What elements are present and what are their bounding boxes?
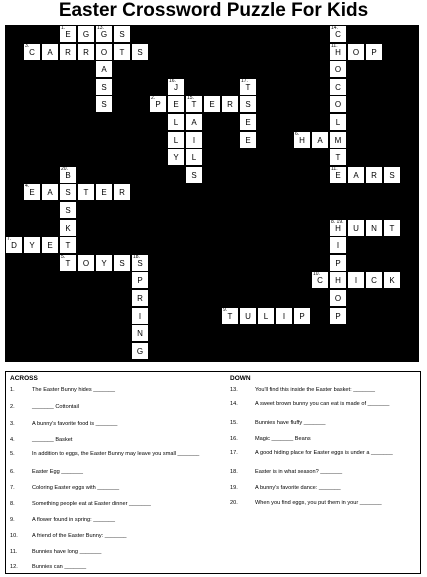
grid-cell[interactable] (23, 183, 41, 201)
cell-letter: S (191, 170, 197, 180)
cell-letter: S (137, 258, 143, 268)
cell-letter: P (371, 47, 377, 57)
crossword-grid (5, 25, 419, 362)
cell-letter: S (101, 100, 107, 110)
cell-letter: A (317, 135, 323, 145)
cell-number: 16. (169, 77, 176, 84)
cell-letter: K (389, 276, 395, 286)
cell-letter: S (119, 30, 125, 39)
cell-letter: A (47, 47, 53, 57)
grid-cell[interactable] (59, 25, 77, 43)
grid-cell[interactable] (59, 201, 77, 219)
grid-cell[interactable] (383, 271, 401, 289)
cell-number: 11. (331, 42, 338, 49)
grid-cell[interactable] (275, 307, 293, 325)
cell-letter: N (371, 223, 377, 233)
clues-panel (5, 371, 421, 574)
grid-cell[interactable] (5, 236, 23, 254)
grid-cell[interactable] (95, 183, 113, 201)
cell-letter: T (389, 223, 395, 233)
grid-cell[interactable] (239, 131, 257, 149)
grid-cell[interactable] (329, 271, 347, 289)
clue-text: A flower found in spring: _______ (32, 517, 116, 523)
grid-cell[interactable] (131, 307, 149, 325)
grid-cell[interactable] (23, 43, 41, 61)
grid-cell[interactable] (59, 236, 77, 254)
grid-cell[interactable] (95, 60, 113, 78)
cell-number: 4. (25, 183, 30, 190)
cell-letter: S (137, 47, 143, 57)
clue-text: A friend of the Easter Bunny: _______ (32, 533, 127, 539)
cell-letter: S (65, 188, 71, 198)
cell-number: 3. (25, 42, 30, 49)
grid-cell[interactable] (167, 148, 185, 166)
cell-letter: T (65, 258, 71, 268)
grid-cell[interactable] (203, 95, 221, 113)
clue-number: 14. (230, 401, 238, 407)
cell-letter: B (65, 170, 71, 180)
grid-cell[interactable] (239, 95, 257, 113)
grid-cell[interactable] (77, 254, 95, 272)
clue-number: 18. (230, 469, 238, 475)
grid-cell[interactable] (185, 148, 203, 166)
cell-letter: S (65, 206, 71, 215)
cell-letter: E (245, 135, 251, 145)
cell-letter: U (353, 223, 359, 233)
cell-letter: P (299, 311, 305, 321)
clue-text: Something people eat at Easter dinner _______ (32, 501, 151, 507)
grid-cell[interactable] (113, 183, 131, 201)
clue-text: A sweet brown bunny you can eat is made of _______ (255, 401, 390, 407)
grid-cell[interactable] (59, 43, 77, 61)
grid-cell[interactable] (365, 271, 383, 289)
cell-letter: T (335, 153, 341, 163)
grid-cell[interactable] (365, 166, 383, 184)
grid-cell[interactable] (59, 183, 77, 201)
cell-letter: T (65, 241, 71, 251)
grid-cell[interactable] (41, 236, 59, 254)
cell-letter: G (136, 346, 144, 356)
clue-number: 19. (230, 485, 238, 491)
cell-number: 15. (187, 95, 194, 102)
clue-number: 6. (10, 469, 15, 475)
across-clue (10, 468, 210, 477)
grid-cell[interactable] (329, 60, 347, 78)
cell-letter: E (335, 170, 341, 180)
cell-letter: T (191, 100, 197, 110)
grid-cell[interactable] (383, 166, 401, 184)
across-clue (10, 420, 210, 429)
cell-number: 1. (61, 25, 66, 31)
grid-cell[interactable] (347, 166, 365, 184)
grid-cell[interactable] (329, 148, 347, 166)
cell-letter: O (100, 47, 108, 57)
cell-letter: P (137, 276, 143, 286)
grid-cell[interactable] (95, 254, 113, 272)
cell-letter: I (354, 276, 358, 286)
grid-cell[interactable] (131, 271, 149, 289)
cell-letter: H (335, 276, 341, 286)
clue-number: 15. (230, 420, 238, 426)
cell-letter: H (335, 223, 341, 233)
grid-cell[interactable] (329, 43, 347, 61)
cell-letter: R (227, 100, 233, 110)
cell-letter: O (334, 294, 342, 303)
clue-number: 11. (10, 549, 18, 555)
grid-cell[interactable] (329, 236, 347, 254)
grid-cell[interactable] (113, 254, 131, 272)
clue-number: 3. (10, 421, 15, 427)
grid-cell[interactable] (59, 219, 77, 237)
cell-number: 20. (61, 165, 68, 172)
grid-cell[interactable] (113, 43, 131, 61)
clue-text: A bunny's favorite food is _______ (32, 421, 118, 427)
across-clue (10, 386, 210, 395)
grid-cell[interactable] (167, 131, 185, 149)
cell-letter: E (101, 188, 107, 198)
grid-cell[interactable] (365, 219, 383, 237)
cell-number: 17. (241, 77, 248, 84)
grid-cell[interactable] (131, 289, 149, 307)
across-clue (10, 548, 210, 557)
cell-letter: J (174, 82, 178, 92)
across-clue (10, 500, 210, 509)
cell-letter: L (173, 135, 179, 145)
grid-cell[interactable] (329, 166, 347, 184)
clue-number: 7. (10, 485, 15, 491)
clue-text: Easter Egg _______ (32, 469, 84, 475)
cell-letter: C (335, 30, 341, 39)
grid-cell[interactable] (95, 95, 113, 113)
cell-letter: T (245, 82, 251, 92)
cell-letter: L (191, 153, 197, 163)
cell-letter: R (65, 47, 71, 57)
grid-cell[interactable] (185, 131, 203, 149)
cell-letter: L (263, 311, 269, 321)
grid-cell[interactable] (365, 43, 383, 61)
grid-cell[interactable] (167, 78, 185, 96)
grid-cell[interactable] (329, 289, 347, 307)
clue-number: 10. (10, 533, 18, 539)
cell-letter: M (334, 135, 342, 145)
grid-cell[interactable] (77, 25, 95, 43)
cell-number: 2. (151, 95, 156, 102)
cell-letter: T (227, 311, 233, 321)
cell-letter: R (119, 188, 125, 198)
cell-number: 8. 19. (331, 218, 344, 225)
grid-cell[interactable] (149, 95, 167, 113)
down-clue (230, 400, 415, 417)
grid-cell[interactable] (293, 131, 311, 149)
clue-text: You'll find this inside the Easter basket: _______ (255, 387, 375, 393)
cell-letter: A (191, 118, 197, 127)
grid-cell[interactable] (185, 113, 203, 131)
cell-letter: O (334, 100, 342, 110)
grid-cell[interactable] (59, 254, 77, 272)
cell-letter: I (138, 311, 142, 321)
cell-letter: A (353, 170, 359, 180)
grid-cell[interactable] (329, 131, 347, 149)
across-clue (10, 563, 210, 572)
cell-number: 9. (223, 306, 228, 313)
across-heading: ACROSS (10, 375, 38, 382)
grid-cell[interactable] (311, 271, 329, 289)
clue-text: Easter is in what season? _______ (255, 469, 343, 475)
clue-text: The Easter Bunny hides _______ (32, 387, 116, 393)
cell-letter: S (101, 82, 107, 92)
grid-cell[interactable] (185, 95, 203, 113)
clue-number: 17. (230, 450, 238, 456)
across-clue (10, 403, 210, 412)
cell-letter: O (334, 65, 342, 75)
grid-cell[interactable] (95, 25, 113, 43)
grid-cell[interactable] (95, 78, 113, 96)
clue-number: 4. (10, 437, 15, 443)
clue-text: A bunny's favorite dance: _______ (255, 485, 341, 491)
cell-letter: O (352, 47, 360, 57)
clue-text: Magic _______ Beans (255, 436, 311, 442)
down-clue (230, 449, 415, 466)
grid-cell[interactable] (347, 219, 365, 237)
down-clue (230, 499, 415, 516)
down-clue (230, 468, 415, 485)
clue-text: When you find eggs, you put them in your _______ (255, 500, 382, 506)
grid-cell[interactable] (329, 95, 347, 113)
grid-cell[interactable] (221, 95, 239, 113)
grid-cell[interactable] (383, 219, 401, 237)
cell-letter: R (371, 170, 377, 180)
across-clue (10, 484, 210, 493)
cell-letter: S (389, 170, 395, 180)
cell-letter: Y (173, 153, 179, 163)
cell-letter: D (11, 241, 17, 251)
cell-number: 18. (133, 253, 140, 260)
grid-cell[interactable] (311, 131, 329, 149)
cell-letter: R (137, 294, 143, 303)
cell-letter: R (83, 47, 89, 57)
down-clue (230, 419, 415, 436)
grid-cell[interactable] (329, 219, 347, 237)
cell-letter: S (245, 100, 251, 110)
grid-cell[interactable] (131, 43, 149, 61)
cell-letter: E (29, 188, 35, 198)
grid-cell[interactable] (257, 307, 275, 325)
grid-cell[interactable] (23, 236, 41, 254)
clue-number: 1. (10, 387, 15, 393)
clue-text: Bunnies can _______ (32, 564, 87, 570)
cell-letter: E (65, 30, 71, 39)
cell-letter: Y (101, 258, 107, 268)
cell-letter: K (65, 223, 71, 233)
clue-text: Bunnies have long _______ (32, 549, 102, 555)
grid-cell[interactable] (239, 113, 257, 131)
clue-number: 20. (230, 500, 238, 506)
cell-number: 7. (7, 236, 12, 243)
cell-letter: E (209, 100, 215, 110)
cell-letter: G (82, 30, 90, 39)
down-heading: DOWN (230, 375, 251, 382)
grid-cell[interactable] (167, 95, 185, 113)
clue-text: _______ Cottontail (32, 404, 79, 410)
page-title: Easter Crossword Puzzle For Kids (58, 0, 369, 21)
across-clue (10, 436, 210, 445)
grid-cell[interactable] (221, 307, 239, 325)
grid-cell[interactable] (347, 271, 365, 289)
grid-cell[interactable] (329, 307, 347, 325)
cell-number: 6. (295, 130, 300, 137)
cell-letter: T (119, 47, 125, 57)
clue-number: 5. (10, 451, 15, 457)
grid-cell[interactable] (41, 43, 59, 61)
clue-text: A good hiding place for Easter eggs is under a _______ (255, 450, 393, 456)
cell-letter: E (47, 241, 53, 251)
cell-letter: H (335, 47, 341, 57)
grid-cell[interactable] (293, 307, 311, 325)
grid-cell[interactable] (131, 324, 149, 342)
cell-letter: U (245, 311, 251, 321)
grid-cell[interactable] (131, 254, 149, 272)
across-clue (10, 516, 210, 525)
grid-cell[interactable] (185, 166, 203, 184)
clue-number: 16. (230, 436, 238, 442)
clue-text: Bunnies have fluffy _______ (255, 420, 326, 426)
cell-letter: I (192, 135, 196, 145)
cell-letter: O (82, 258, 90, 268)
cell-number: 11. (331, 165, 338, 172)
cell-letter: A (101, 65, 107, 75)
grid-cell[interactable] (239, 307, 257, 325)
clue-number: 8. (10, 501, 15, 507)
cell-number: 5. (61, 253, 66, 260)
cell-letter: P (155, 100, 161, 110)
cell-letter: C (335, 82, 341, 92)
cell-number: 14. (331, 25, 338, 31)
cell-letter: C (317, 276, 323, 286)
grid-cell[interactable] (113, 25, 131, 43)
grid-cell[interactable] (41, 183, 59, 201)
cell-letter: C (371, 276, 377, 286)
cell-letter: S (119, 258, 125, 268)
cell-letter: C (29, 47, 35, 57)
grid-cell[interactable] (329, 25, 347, 43)
grid-cell[interactable] (347, 43, 365, 61)
cell-letter: L (335, 118, 341, 127)
clue-number: 2. (10, 404, 15, 410)
cell-letter: E (173, 100, 179, 110)
grid-cell[interactable] (95, 43, 113, 61)
grid-cell[interactable] (131, 342, 149, 360)
cell-number: 10. (313, 271, 320, 278)
clue-number: 13. (230, 387, 238, 393)
across-clue (10, 450, 210, 467)
grid-cell[interactable] (77, 183, 95, 201)
cell-letter: T (83, 188, 89, 198)
grid-cell[interactable] (167, 113, 185, 131)
grid-cell[interactable] (329, 254, 347, 272)
cell-letter: H (299, 135, 305, 145)
cell-letter: A (47, 188, 53, 198)
cell-letter: P (335, 258, 341, 268)
cell-letter: E (245, 118, 251, 127)
grid-cell[interactable] (239, 78, 257, 96)
cell-letter: L (173, 118, 179, 127)
clue-text: In addition to eggs, the Easter Bunny may leave you small _______ (32, 451, 200, 457)
clue-number: 12. (10, 564, 18, 570)
clue-number: 9. (10, 517, 15, 523)
clue-text: _______ Basket (32, 437, 73, 443)
cell-letter: N (137, 329, 143, 339)
cell-letter: I (282, 311, 286, 321)
grid-cell[interactable] (77, 43, 95, 61)
across-clue (10, 532, 210, 541)
clue-text: Coloring Easter eggs with _______ (32, 485, 120, 491)
cell-letter: G (100, 30, 108, 39)
cell-number: 13. (97, 25, 104, 31)
cell-letter: Y (29, 241, 35, 251)
cell-letter: P (335, 311, 341, 321)
grid-cell[interactable] (59, 166, 77, 184)
cell-letter: I (336, 241, 340, 251)
grid-cell[interactable] (329, 113, 347, 131)
grid-cell[interactable] (329, 78, 347, 96)
